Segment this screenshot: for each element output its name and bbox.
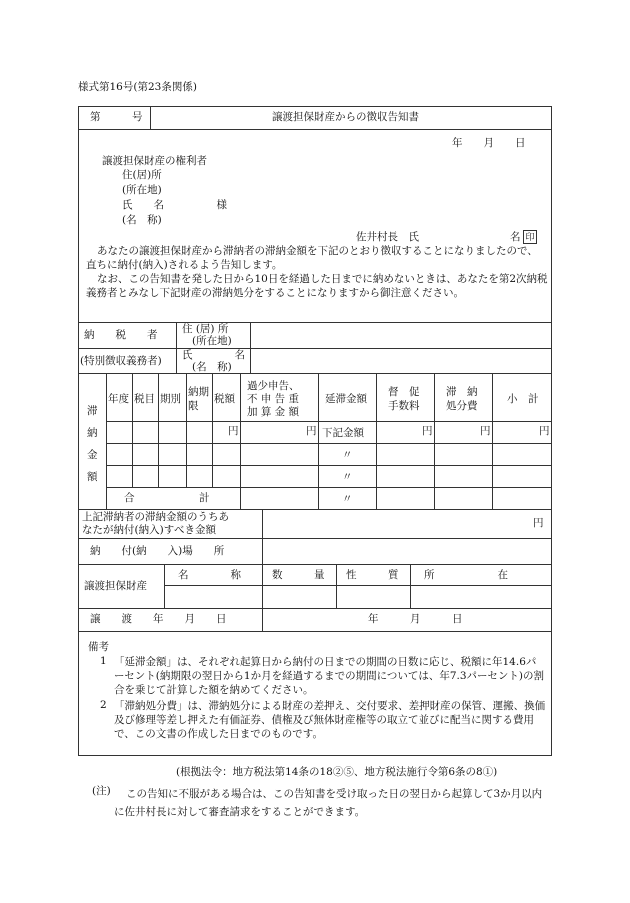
property-nature-header: 性 質 (346, 569, 399, 581)
col-tax-amount: 税額 (214, 393, 235, 405)
divider (164, 585, 552, 586)
divider (186, 373, 187, 487)
divider (176, 322, 177, 373)
divider (78, 348, 552, 349)
divider (262, 608, 263, 631)
notice-paragraph-1: あなたの譲渡担保財産から滞納者の滞納金額を下記のとおり徴収することになりましたので、直ちに納付(納入)されるよう告知します。 (86, 245, 538, 271)
col-reminder-fee: 督 促 (388, 386, 420, 398)
divider (78, 373, 552, 374)
divider (262, 509, 263, 538)
yen-unit: 円 (539, 425, 550, 437)
divider (106, 373, 107, 509)
property-name-header: 名 称 (178, 569, 241, 581)
seal-mark: 印 (523, 230, 537, 244)
yen-unit: 円 (306, 425, 317, 437)
divider (262, 564, 263, 608)
payment-place-label: 納 付(納 入)場 所 (90, 545, 225, 557)
divider (318, 373, 319, 509)
taxpayer-name-label: 氏 名 (182, 349, 245, 361)
divider (212, 373, 213, 487)
col-due-date-2: 限 (188, 400, 199, 412)
addressee-location-label: (所在地) (122, 184, 162, 196)
note-number: 1 (100, 655, 107, 667)
divider (434, 373, 435, 509)
divider (106, 487, 552, 488)
divider (250, 322, 251, 373)
yen-unit: 円 (480, 425, 491, 437)
issuer-name: 佐井村長 氏 (356, 231, 419, 243)
divider (158, 373, 159, 487)
divider (78, 509, 552, 510)
col-tax-item: 税目 (134, 393, 155, 405)
transfer-date-value: 年 月 日 (368, 613, 463, 625)
yen-unit: 円 (422, 425, 433, 437)
property-location-header: 所 在 (424, 569, 508, 581)
divider (106, 465, 552, 466)
col-reminder-fee-2: 手数料 (388, 400, 420, 412)
col-disposition-fee: 滞 納 (446, 386, 478, 398)
payable-label: 上記滞納者の滞納金額のうちあ (82, 511, 229, 523)
yen-unit: 円 (228, 425, 239, 437)
taxpayer-address-label: 住 (居) 所 (182, 323, 229, 335)
below-amount-label: 下記金額 (322, 427, 364, 439)
col-additional-tax-2: 不 申 告 重 (247, 393, 300, 405)
divider (262, 538, 263, 564)
document-title: 譲渡担保財産からの徴収告知書 (272, 111, 419, 123)
addressee-corp-label: (名 称) (122, 214, 162, 226)
ditto-mark: 〃 (342, 449, 353, 461)
payable-label-2: なたが納付(納入)すべき金額 (82, 524, 216, 536)
document-number-label: 第 号 (90, 111, 143, 123)
divider (106, 421, 552, 422)
arrears-side-label: 滞 (87, 405, 98, 417)
caution-text: この告知に不服がある場合は、この告知書を受け取った日の翌日から起算して3か月以内に佐井村長に対して審査請求をすることができます。 (114, 788, 543, 818)
property-quantity-header: 数 量 (272, 569, 325, 581)
col-due-date: 納期 (188, 386, 209, 398)
total-label-2: 計 (199, 492, 210, 504)
divider (240, 373, 241, 509)
issue-date: 年 月 日 (452, 137, 526, 149)
col-subtotal: 小 計 (507, 393, 539, 405)
divider (410, 564, 411, 608)
divider (336, 564, 337, 608)
ditto-mark: 〃 (342, 471, 353, 483)
divider (78, 608, 552, 609)
special-collector-label: (特別徴収義務者) (80, 355, 162, 367)
col-fiscal-year: 年度 (108, 393, 129, 405)
issuer-name-suffix: 名 (510, 231, 521, 243)
col-delinquency: 延滞金額 (325, 393, 367, 405)
col-period: 期別 (160, 393, 181, 405)
taxpayer-corp-label: (名 称) (192, 361, 232, 373)
arrears-side-label: 額 (87, 471, 98, 483)
caution-mark: (注) (92, 785, 111, 797)
total-label: 合 (124, 492, 135, 504)
divider (164, 564, 165, 608)
transfer-date-label: 譲 渡 年 月 日 (90, 613, 227, 625)
legal-basis: (根拠法令：地方税法第14条の18②⑤、地方税法施行令第6条の8①) (176, 766, 498, 778)
addressee-name-label: 氏 名 様 (122, 199, 227, 211)
form-number: 様式第16号(第23条関係) (78, 81, 197, 93)
divider (106, 443, 552, 444)
notice-paragraph-2: なお、この告知書を発した日から10日を経過した日までに納めないときは、あなたを第2次納税義務者とみなし下記財産の滞納処分をすることになりますから御注意ください。 (86, 273, 548, 299)
note-1: 「延滞金額」は、それぞれ起算日から納付の日までの期間の日数に応じ、税額に年14.6パーセント(納期限の翌日から1か月を経過するまでの期間については、年7.3パーセント)の割合を乗じて計算した額を納めてください。 (114, 656, 544, 696)
col-additional-tax-3: 加 算 金 額 (247, 406, 300, 418)
addressee-heading: 譲渡担保財産の権利者 (102, 155, 207, 167)
arrears-side-label: 納 (87, 427, 98, 439)
divider (78, 322, 552, 323)
notes-heading: 備考 (88, 641, 109, 653)
ditto-mark: 〃 (342, 493, 353, 505)
divider (132, 373, 133, 487)
divider (78, 538, 552, 539)
taxpayer-location-label: (所在地) (192, 335, 232, 347)
divider (78, 129, 552, 130)
col-additional-tax: 過少申告、 (247, 380, 300, 392)
col-disposition-fee-2: 処分費 (446, 400, 478, 412)
note-number: 2 (100, 699, 107, 711)
yen-unit: 円 (533, 517, 544, 529)
divider (78, 564, 552, 565)
arrears-side-label: 金 (87, 449, 98, 461)
divider (376, 373, 377, 509)
divider (492, 373, 493, 509)
note-2: 「滞納処分費」は、滞納処分による財産の差押え、交付要求、差押財産の保管、運搬、換価及び修理等差し押えた有価証券、債権及び無体財産権等の取立て並びに配当に関する費用で、この文書の作成した日までのものです。 (114, 700, 546, 740)
collateral-property-label: 譲渡担保財産 (84, 580, 147, 592)
taxpayer-label: 納 税 者 (84, 329, 158, 341)
divider (78, 631, 552, 632)
addressee-address-label: 住(居)所 (122, 169, 162, 181)
divider (150, 106, 151, 129)
